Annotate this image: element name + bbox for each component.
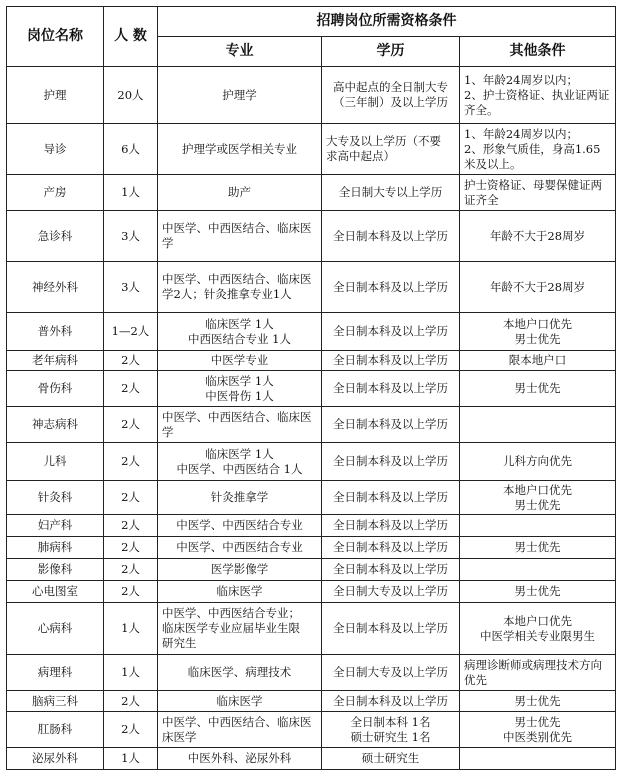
table-row [7,603,616,655]
count-cell: 2人 [104,515,158,537]
count-cell: 1人 [104,603,158,655]
education-cell: 全日制本科及以上学历 [322,443,460,481]
table-row [7,262,616,313]
table-row [7,748,616,770]
header-education: 学历 [322,37,460,67]
position-cell: 老年病科 [7,351,104,371]
position-cell: 心病科 [7,603,104,655]
education-cell: 全日制本科及以上学历 [322,515,460,537]
position-cell: 普外科 [7,313,104,351]
table-row [7,351,616,371]
recruitment-table [6,6,616,770]
major-cell: 助产 [158,175,322,211]
count-cell: 2人 [104,481,158,515]
header-count: 人 数 [104,7,158,67]
major-cell: 中医外科、泌尿外科 [158,748,322,770]
other-cell [460,407,616,443]
position-cell: 影像科 [7,559,104,581]
table-row [7,559,616,581]
other-cell: 年龄不大于28周岁 [460,262,616,313]
other-cell: 男士优先 [460,691,616,712]
other-cell: 年龄不大于28周岁 [460,211,616,262]
other-cell: 儿科方向优先 [460,443,616,481]
position-cell: 心电图室 [7,581,104,603]
education-cell: 全日制本科及以上学历 [322,603,460,655]
education-cell: 全日制本科及以上学历 [322,211,460,262]
education-cell: 全日制大专及以上学历 [322,655,460,691]
position-cell: 儿科 [7,443,104,481]
education-cell: 全日制本科及以上学历 [322,371,460,407]
count-cell: 2人 [104,407,158,443]
table-row [7,515,616,537]
other-cell: 本地户口优先 男士优先 [460,481,616,515]
major-cell: 临床医学 1人 中医学、中西医结合 1人 [158,443,322,481]
education-cell: 全日制本科 1名 硕士研究生 1名 [322,712,460,748]
count-cell: 2人 [104,581,158,603]
position-cell: 护理 [7,67,104,124]
major-cell: 临床医学 [158,691,322,712]
other-cell: 男士优先 [460,371,616,407]
count-cell: 2人 [104,691,158,712]
position-cell: 导诊 [7,124,104,175]
education-cell: 全日制本科及以上学历 [322,481,460,515]
major-cell: 中医学、中西医结合专业 [158,537,322,559]
major-cell: 临床医学、病理技术 [158,655,322,691]
other-cell: 1、年龄24周岁以内； 2、护士资格证、执业证两证 齐全。 [460,67,616,124]
count-cell: 2人 [104,712,158,748]
education-cell: 全日制本科及以上学历 [322,313,460,351]
major-cell: 临床医学 1人 中西医结合专业 1人 [158,313,322,351]
table-row [7,481,616,515]
position-cell: 骨伤科 [7,371,104,407]
other-cell: 本地户口优先 男士优先 [460,313,616,351]
header-other: 其他条件 [460,37,616,67]
education-cell: 高中起点的全日制大专 （三年制）及以上学历 [322,67,460,124]
table-row [7,313,616,351]
education-cell: 全日制本科及以上学历 [322,559,460,581]
table-row [7,175,616,211]
other-cell: 男士优先 [460,537,616,559]
education-cell: 全日制大专及以上学历 [322,581,460,603]
table-row [7,443,616,481]
position-cell: 病理科 [7,655,104,691]
other-cell [460,748,616,770]
table-row [7,124,616,175]
header-position: 岗位名称 [7,7,104,67]
table-row [7,537,616,559]
other-cell: 本地户口优先 中医学相关专业限男生 [460,603,616,655]
count-cell: 1—2人 [104,313,158,351]
count-cell: 1人 [104,748,158,770]
other-cell: 护士资格证、母婴保健证两 证齐全 [460,175,616,211]
major-cell: 针灸推拿学 [158,481,322,515]
other-cell: 男士优先 中医类别优先 [460,712,616,748]
table-row [7,655,616,691]
count-cell: 2人 [104,559,158,581]
table-row [7,407,616,443]
position-cell: 神经外科 [7,262,104,313]
major-cell: 中医学、中西医结合、临床医 床医学 [158,712,322,748]
major-cell: 中医学、中西医结合、临床医 学 [158,211,322,262]
count-cell: 2人 [104,351,158,371]
count-cell: 2人 [104,537,158,559]
education-cell: 大专及以上学历（不要 求高中起点） [322,124,460,175]
major-cell: 护理学 [158,67,322,124]
education-cell: 全日制本科及以上学历 [322,351,460,371]
position-cell: 妇产科 [7,515,104,537]
education-cell: 全日制本科及以上学历 [322,691,460,712]
major-cell: 护理学或医学相关专业 [158,124,322,175]
position-cell: 脑病三科 [7,691,104,712]
education-cell: 全日制本科及以上学历 [322,407,460,443]
count-cell: 2人 [104,443,158,481]
major-cell: 中医学、中西医结合、临床医 学 [158,407,322,443]
table-row [7,211,616,262]
other-cell [460,515,616,537]
other-cell: 1、年龄24周岁以内； 2、形象气质佳，身高1.65 米及以上。 [460,124,616,175]
major-cell: 临床医学 1人 中医骨伤 1人 [158,371,322,407]
table-row [7,691,616,712]
major-cell: 医学影像学 [158,559,322,581]
major-cell: 中医学、中西医结合专业； 临床医学专业应届毕业生限 研究生 [158,603,322,655]
major-cell: 中医学、中西医结合专业 [158,515,322,537]
table-row [7,371,616,407]
count-cell: 3人 [104,211,158,262]
other-cell: 限本地户口 [460,351,616,371]
position-cell: 急诊科 [7,211,104,262]
major-cell: 临床医学 [158,581,322,603]
table-row [7,712,616,748]
major-cell: 中医学、中西医结合、临床医 学2人；针灸推拿专业1人 [158,262,322,313]
education-cell: 硕士研究生 [322,748,460,770]
position-cell: 肺病科 [7,537,104,559]
table-row [7,581,616,603]
table-body [7,67,616,770]
count-cell: 2人 [104,371,158,407]
count-cell: 3人 [104,262,158,313]
education-cell: 全日制本科及以上学历 [322,262,460,313]
other-cell [460,559,616,581]
position-cell: 针灸科 [7,481,104,515]
header-major: 专业 [158,37,322,67]
position-cell: 泌尿外科 [7,748,104,770]
position-cell: 肛肠科 [7,712,104,748]
count-cell: 1人 [104,175,158,211]
count-cell: 1人 [104,655,158,691]
header-requirements: 招聘岗位所需资格条件 [158,7,616,37]
position-cell: 神志病科 [7,407,104,443]
other-cell: 病理诊断师或病理技术方向 优先 [460,655,616,691]
education-cell: 全日制本科及以上学历 [322,537,460,559]
position-cell: 产房 [7,175,104,211]
major-cell: 中医学专业 [158,351,322,371]
count-cell: 6人 [104,124,158,175]
count-cell: 20人 [104,67,158,124]
education-cell: 全日制大专以上学历 [322,175,460,211]
table-row [7,67,616,124]
other-cell: 男士优先 [460,581,616,603]
